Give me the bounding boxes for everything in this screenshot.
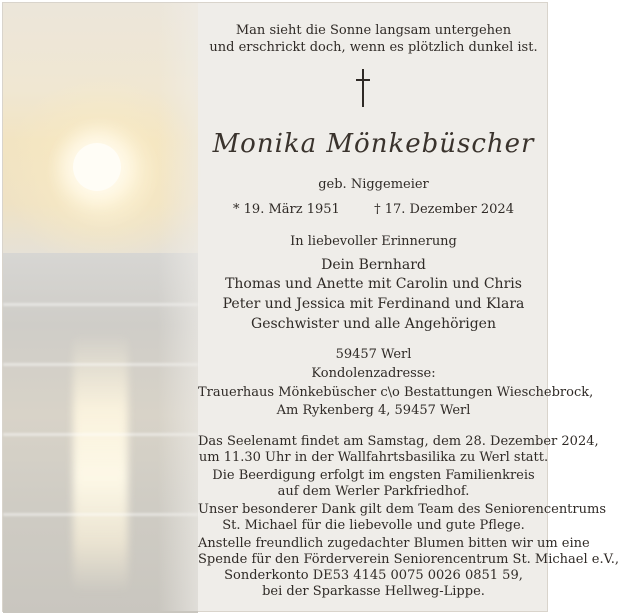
remembrance-heading: In liebevoller Erinnerung <box>290 234 457 249</box>
obituary-card <box>2 2 619 612</box>
deceased-name: Monika Mönkebüscher <box>212 129 535 159</box>
donation-line-2: Spende für den Förderverein Seniorencentrum St. Michael e.V., <box>198 552 619 567</box>
thanks-line-1: Unser besonderer Dank gilt dem Team des Seniorencentrums <box>198 502 606 517</box>
city-line: 59457 Werl <box>335 347 412 362</box>
donation-line-3: Sonderkonto DE53 4145 0075 0026 0851 59, <box>224 568 523 583</box>
condolence-address-line-1: Trauerhaus Mönkebüscher c\o Bestattungen Wieschebrock, <box>198 385 594 400</box>
requiem-line-1: Das Seelenamt findet am Samstag, dem 28. Dezember 2024, <box>198 434 599 449</box>
mourner-line: Dein Bernhard <box>321 257 426 273</box>
sunset-sea-photo <box>3 3 198 611</box>
mourner-line: Thomas und Anette mit Carolin und Chris <box>225 276 522 292</box>
condolence-address-line-2: Am Rykenberg 4, 59457 Werl <box>276 403 471 418</box>
life-dates <box>198 202 549 218</box>
mourner-line: Geschwister und alle Angehörigen <box>251 316 496 332</box>
obituary-text <box>198 3 619 611</box>
poem-line-2: und erschrickt doch, wenn es plötzlich dunkel ist. <box>209 40 538 55</box>
donation-line-1: Anstelle freundlich zugedachter Blumen bitten wir um eine <box>198 536 590 551</box>
mourner-line: Peter und Jessica mit Ferdinand und Klara <box>222 296 525 312</box>
condolence-label: Kondolenzadresse: <box>311 366 436 381</box>
photo-sun <box>73 143 121 191</box>
burial-line-2: auf dem Werler Parkfriedhof. <box>277 484 470 499</box>
poem-line-1: Man sieht die Sonne langsam untergehen <box>235 23 512 38</box>
burial-line-1: Die Beerdigung erfolgt im engsten Familienkreis <box>212 468 535 483</box>
birth-date: * 19. März 1951 <box>233 202 340 217</box>
death-date: † 17. Dezember 2024 <box>374 202 514 217</box>
photo-fade <box>158 3 198 611</box>
birth-name: geb. Niggemeier <box>318 177 429 192</box>
thanks-line-2: St. Michael für die liebevolle und gute Pflege. <box>222 518 525 533</box>
photo-sun-reflection <box>73 333 128 593</box>
donation-line-4: bei der Sparkasse Hellweg-Lippe. <box>262 584 485 599</box>
latin-cross-icon <box>356 69 370 107</box>
requiem-line-2: um 11.30 Uhr in der Wallfahrtsbasilika zu Werl statt. <box>198 450 549 465</box>
